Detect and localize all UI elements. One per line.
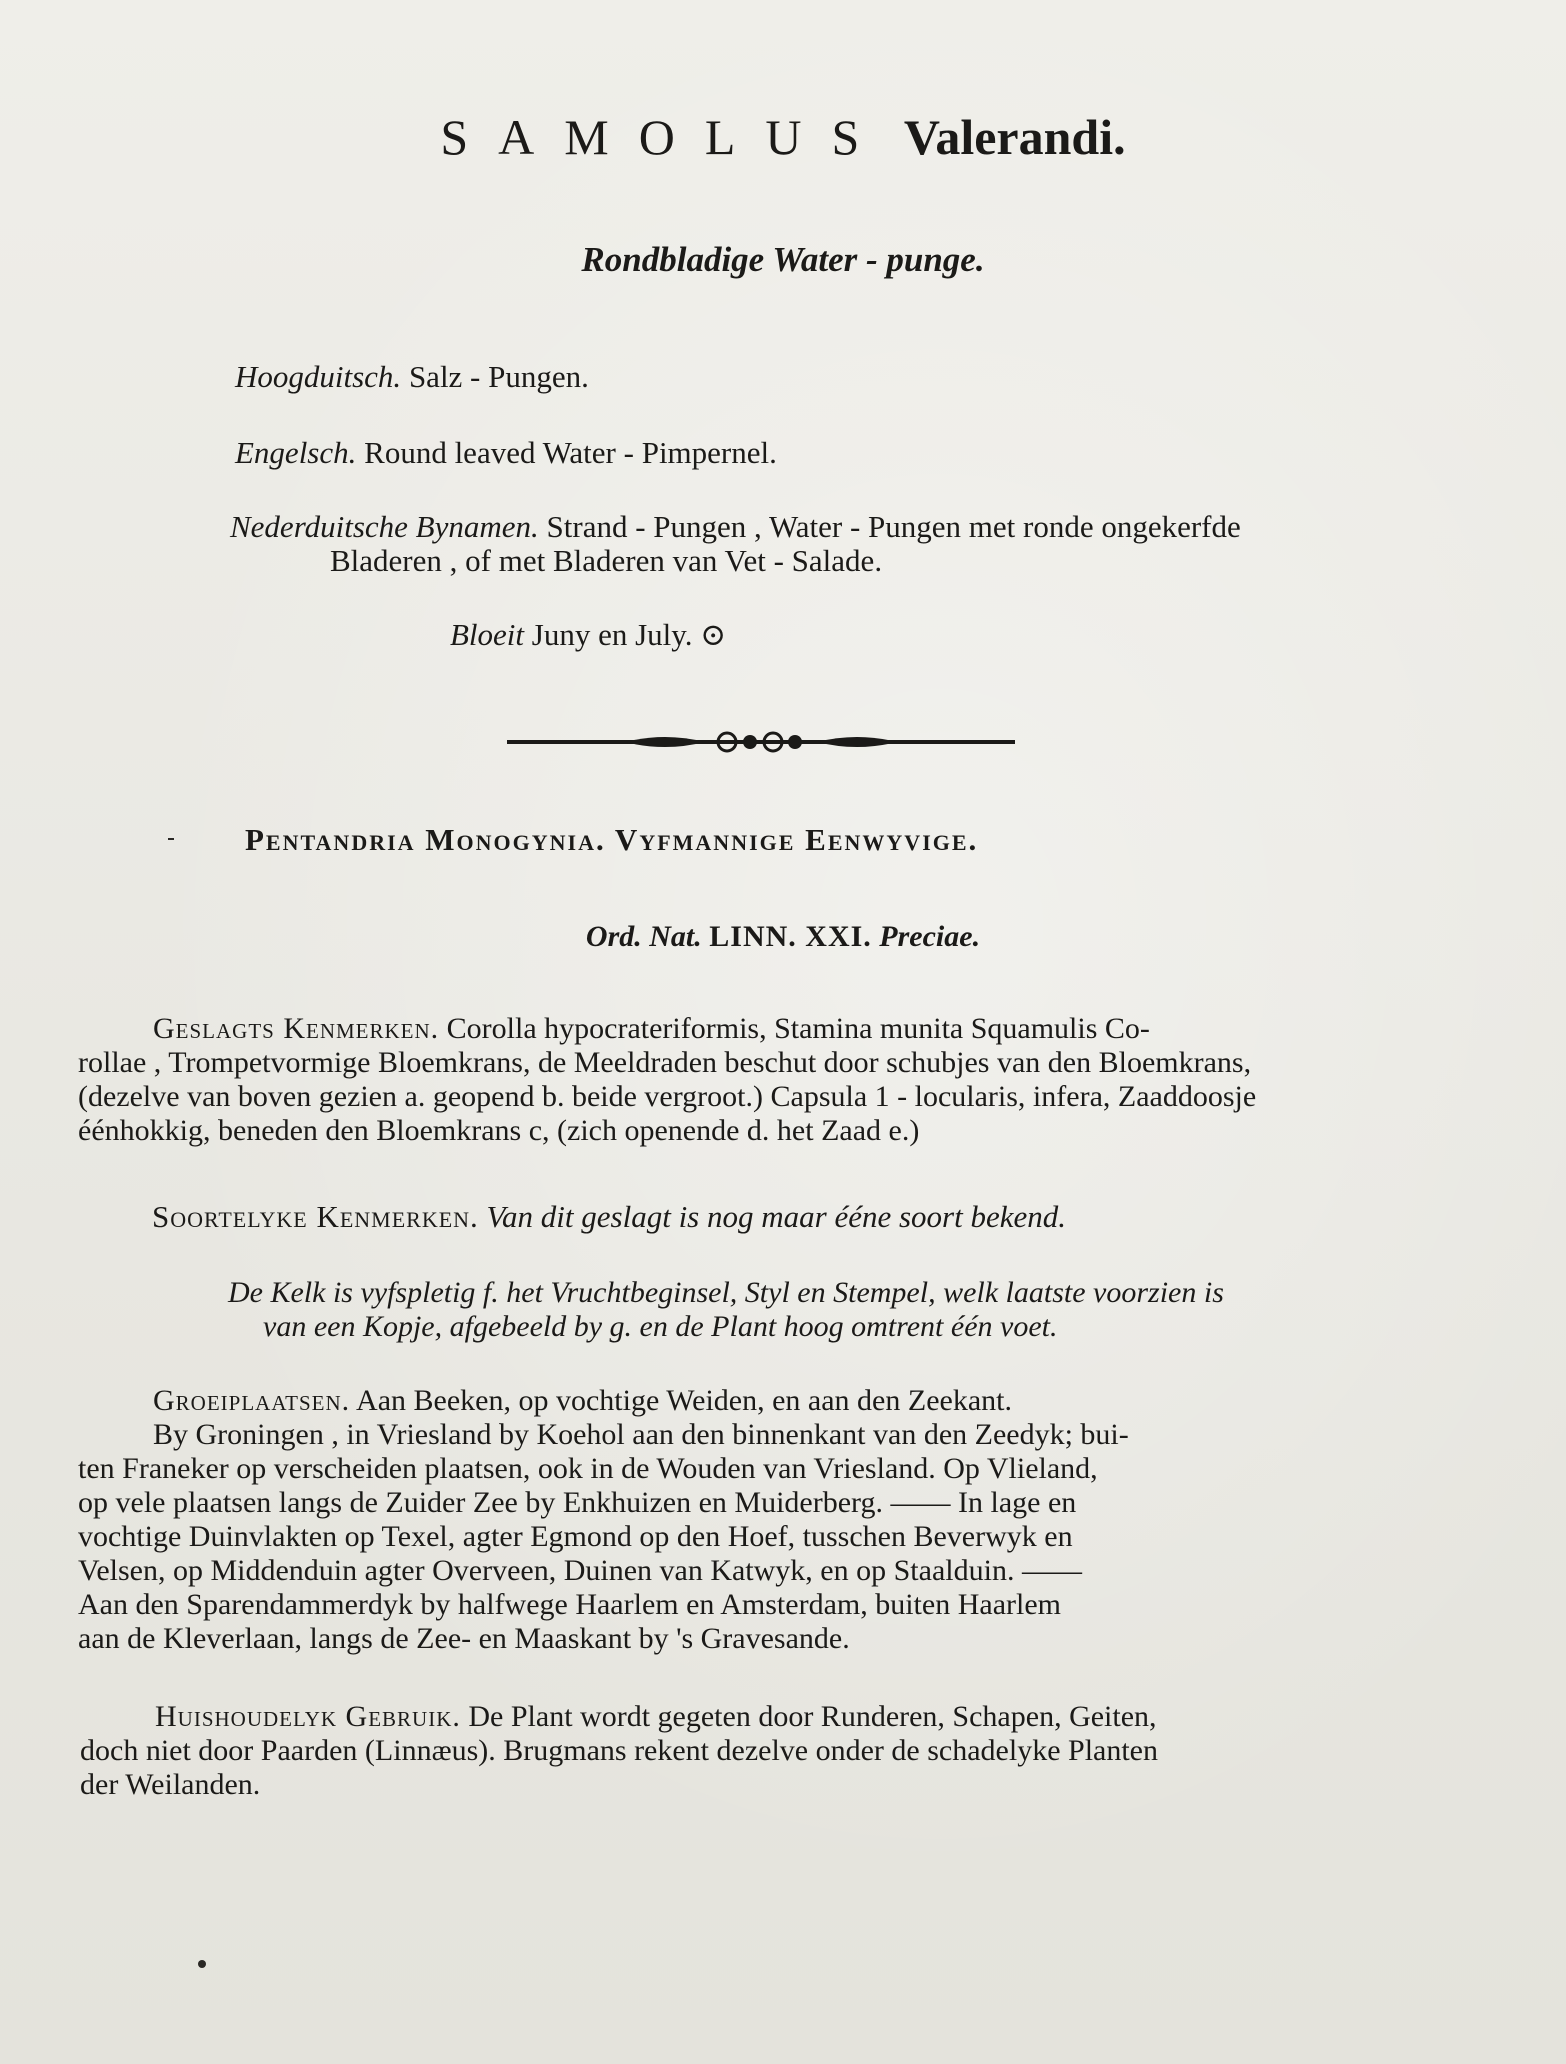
bynamen-line-2: Bladeren , of met Bladeren van Vet - Salade. [330, 543, 883, 578]
bloeit-text: Juny en July. [531, 617, 693, 652]
name-english-lang: Engelsch. [235, 435, 357, 470]
name-german-lang: Hoogduitsch. [235, 359, 402, 394]
page-title [0, 108, 1566, 166]
soortelyke-text: Van dit geslagt is nog maar ééne soort bekend. [486, 1199, 1066, 1234]
groeiplaatsen-paragraph [78, 1384, 1473, 1656]
huishoudelyk-paragraph [80, 1700, 1473, 1802]
groeiplaatsen-line: op vele plaatsen langs de Zuider Zee by Enkhuizen en Muiderberg. —— In lage en [78, 1486, 1077, 1519]
geslagts-line: éénhokkig, beneden den Bloemkrans c, (zich openende d. het Zaad e.) [78, 1114, 920, 1147]
groeiplaatsen-line: Velsen, op Middenduin agter Overveen, Duinen van Katwyk, en op Staalduin. —— [78, 1554, 1082, 1587]
name-english [235, 436, 777, 470]
bloeit-label: Bloeit [450, 617, 525, 652]
kelk-line-2: van een Kopje, afgebeeld by g. en de Plant hoog omtrent één voet. [263, 1310, 1058, 1343]
linnaean-class-heading: Pentandria Monogynia. Vyfmannige Eenwyvige. [245, 822, 979, 857]
dutch-common-name: Rondbladige Water - punge. [581, 240, 985, 279]
order-label: Ord. Nat. [585, 920, 702, 953]
name-german [235, 360, 589, 394]
groeiplaatsen-line: By Groningen , in Vriesland by Koehol aan den binnenkant van den Zeedyk; bui- [153, 1418, 1129, 1451]
soortelyke-label: Soortelyke Kenmerken. [152, 1199, 479, 1234]
groeiplaatsen-line: vochtige Duinvlakten op Texel, agter Egmond op den Hoef, tusschen Beverwyk en [78, 1520, 1073, 1553]
bynamen-label: Nederduitsche Bynamen. [230, 509, 539, 544]
species-name: Valerandi. [903, 109, 1126, 165]
natural-order [0, 920, 1566, 954]
groeiplaatsen-label: Groeiplaatsen. [153, 1384, 351, 1417]
margin-dash [168, 838, 174, 840]
order-linn: LINN. XXI. [709, 920, 872, 953]
name-english-text: Round leaved Water - Pimpernel. [364, 435, 777, 470]
geslagts-line: rollae , Trompetvormige Bloemkrans, de Meeldraden beschut door schubjes van den Bloemkrans, [78, 1046, 1252, 1079]
huishoudelyk-line: der Weilanden. [80, 1768, 261, 1801]
bynamen-line-1 [230, 510, 1241, 544]
huishoudelyk-line: De Plant wordt gegeten door Runderen, Schapen, Geiten, [468, 1700, 1157, 1733]
bynamen-text-1: Strand - Pungen , Water - Pungen met ronde ongekerfde [546, 509, 1241, 544]
ink-spot [198, 1960, 206, 1968]
soortelyke-line [152, 1200, 1066, 1234]
geslagts-paragraph [78, 1012, 1473, 1148]
huishoudelyk-line: doch niet door Paarden (Linnæus). Brugmans rekent dezelve onder de schadelyke Planten [80, 1734, 1158, 1767]
huishoudelyk-label: Huishoudelyk Gebruik. [155, 1700, 461, 1733]
geslagts-line: (dezelve van boven gezien a. geopend b. beide vergroot.) Capsula 1 - locularis, infera, Zaaddoosje [78, 1080, 1257, 1113]
ornament-divider-icon [505, 722, 1017, 762]
groeiplaatsen-line: aan de Kleverlaan, langs de Zee- en Maaskant by 's Gravesande. [78, 1622, 850, 1655]
order-name: Preciae. [879, 920, 981, 953]
bloeit-line [450, 618, 726, 652]
name-german-text: Salz - Pungen. [408, 359, 589, 394]
geslagts-label: Geslagts Kenmerken. [153, 1012, 440, 1045]
groeiplaatsen-first: Aan Beeken, op vochtige Weiden, en aan den Zeekant. [356, 1384, 1012, 1417]
kelk-paragraph [228, 1276, 1473, 1344]
groeiplaatsen-line: ten Franeker op verscheiden plaatsen, ook in de Wouden van Vriesland. Op Vlieland, [78, 1452, 1098, 1485]
groeiplaatsen-line: Aan den Sparendammerdyk by halfwege Haarlem en Amsterdam, buiten Haarlem [78, 1588, 1061, 1621]
genus-name: SAMOLUS [440, 109, 890, 165]
kelk-line-1: De Kelk is vyfspletig f. het Vruchtbeginsel, Styl en Stempel, welk laatste voorzien is [228, 1276, 1224, 1309]
geslagts-line: Corolla hypocrateriformis, Stamina munita Squamulis Co- [446, 1012, 1150, 1045]
annual-symbol-icon: ⊙ [700, 617, 727, 652]
